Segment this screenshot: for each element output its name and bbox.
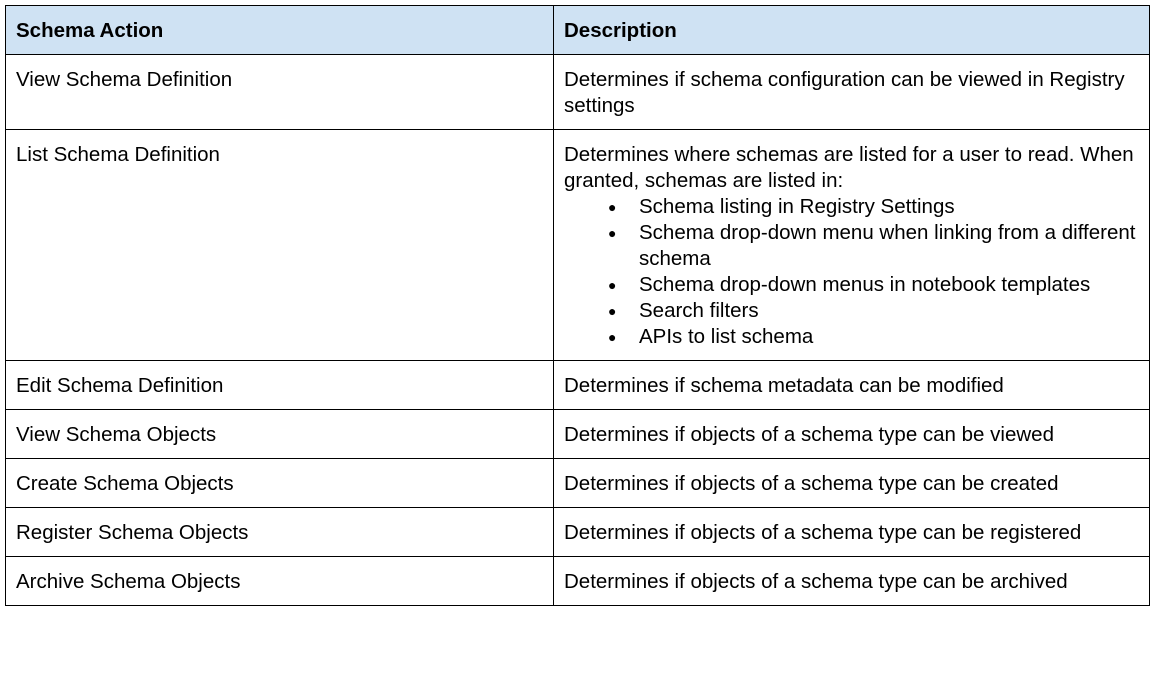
column-header-schema-action: Schema Action [6,6,554,55]
schema-action-cell: Register Schema Objects [6,508,554,557]
bullet-icon: ● [608,329,617,345]
column-header-description: Description [554,6,1150,55]
list-item-text: Schema drop-down menu when linking from a different schema [639,221,1136,270]
list-item [608,324,1143,350]
list-item [608,298,1143,324]
table-row [6,130,1150,361]
description-cell [554,130,1150,361]
bullet-icon: ● [608,199,617,215]
description-cell: Determines if objects of a schema type can be archived [554,557,1150,606]
list-item-text: Search filters [639,299,759,322]
list-item-text: APIs to list schema [639,325,814,348]
list-item [608,272,1143,298]
description-cell: Determines if schema configuration can be viewed in Registry settings [554,55,1150,130]
table-row [6,55,1150,130]
description-cell: Determines if schema metadata can be modified [554,361,1150,410]
schema-action-cell: List Schema Definition [6,130,554,361]
description-cell: Determines if objects of a schema type can be registered [554,508,1150,557]
table-header-row [6,6,1150,55]
table-row [6,508,1150,557]
list-item-text: Schema listing in Registry Settings [639,195,955,218]
list-item-text: Schema drop-down menus in notebook templates [639,273,1091,296]
bullet-icon: ● [608,277,617,293]
bullet-icon: ● [608,303,617,319]
schema-action-cell: Create Schema Objects [6,459,554,508]
list-item [608,220,1143,272]
description-cell: Determines if objects of a schema type can be viewed [554,410,1150,459]
table-row [6,557,1150,606]
schema-permissions-table [5,5,1150,606]
list-item [608,194,1143,220]
schema-action-cell: Edit Schema Definition [6,361,554,410]
schema-action-cell: Archive Schema Objects [6,557,554,606]
bullet-icon: ● [608,225,617,241]
table-row [6,459,1150,508]
table-row [6,410,1150,459]
schema-action-cell: View Schema Definition [6,55,554,130]
table-row [6,361,1150,410]
bullet-list [564,194,1143,350]
schema-action-cell: View Schema Objects [6,410,554,459]
description-cell: Determines if objects of a schema type can be created [554,459,1150,508]
description-text: Determines where schemas are listed for a user to read. When granted, schemas are listed in: [564,143,1134,192]
